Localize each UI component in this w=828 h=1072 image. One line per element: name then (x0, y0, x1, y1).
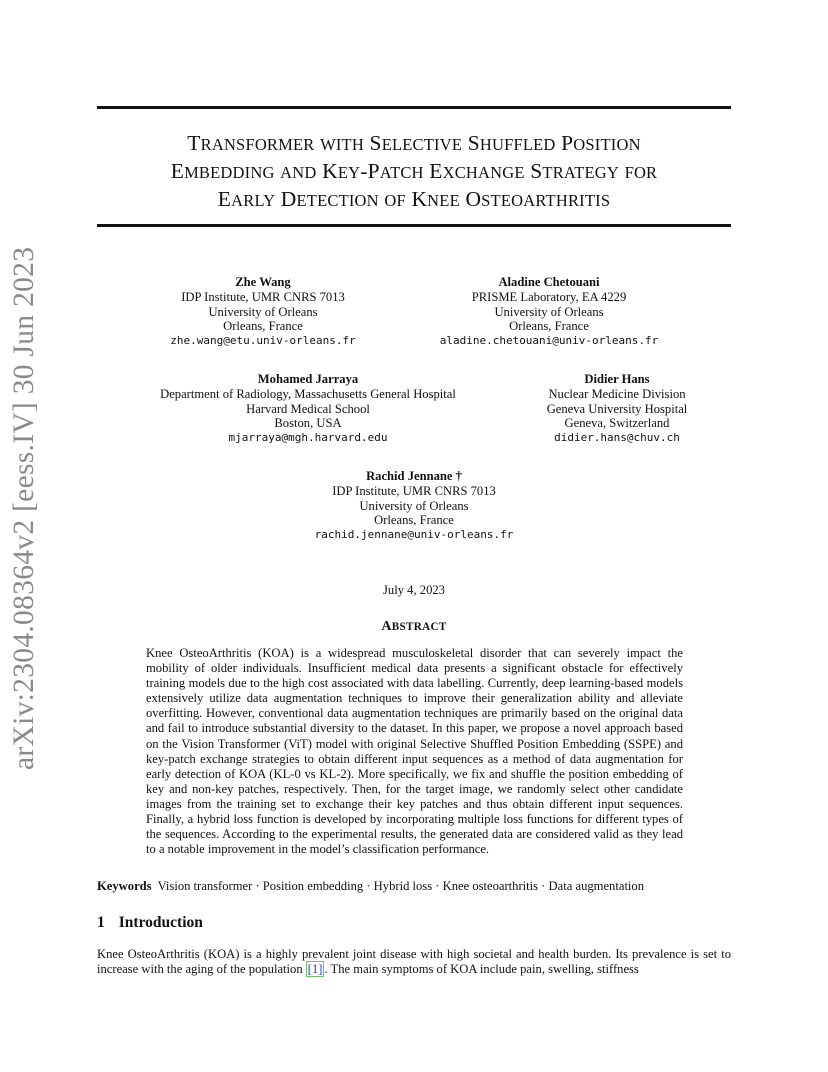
author-affiliation: Orleans, France (223, 319, 303, 334)
author-affiliation: Orleans, France (374, 513, 454, 528)
author-block-1 (163, 275, 363, 349)
title-line-2: EMBEDDING AND KEY-PATCH EXCHANGE STRATEGY FOR (170, 159, 658, 183)
section-number: 1 (97, 914, 105, 931)
author-affiliation: Orleans, France (509, 319, 589, 334)
author-name: Mohamed Jarraya (257, 372, 359, 386)
author-affiliation: PRISME Laboratory, EA 4229 (471, 289, 627, 304)
author-email: zhe.wang@etu.univ-orleans.fr (170, 334, 356, 348)
author-email: didier.hans@chuv.ch (554, 431, 680, 445)
author-block-4 (517, 372, 717, 446)
section-title: Introduction (118, 914, 203, 931)
paper-title (97, 130, 731, 214)
author-name: Rachid Jennane † (366, 469, 462, 483)
author-block-5 (299, 469, 529, 543)
keywords-line (97, 879, 731, 894)
author-affiliation: IDP Institute, UMR CNRS 7013 (332, 483, 496, 498)
author-block-2 (424, 275, 674, 349)
author-affiliation: University of Orleans (208, 304, 318, 319)
title-bottom-rule (97, 224, 731, 227)
paper-date: July 4, 2023 (383, 583, 445, 597)
author-email: aladine.chetouani@univ-orleans.fr (439, 334, 659, 348)
author-affiliation: University of Orleans (494, 304, 604, 319)
author-name: Aladine Chetouani (498, 275, 600, 289)
keywords-text: Vision transformer · Position embedding · Hybrid loss · Knee osteoarthritis · Data augmentation (157, 879, 645, 893)
author-affiliation: IDP Institute, UMR CNRS 7013 (181, 289, 345, 304)
title-top-rule (97, 106, 731, 109)
author-affiliation: Geneva, Switzerland (564, 416, 670, 431)
author-name: Didier Hans (584, 372, 650, 386)
abstract-heading (0, 619, 828, 635)
citation-link[interactable]: [1] (307, 962, 323, 977)
section-heading-introduction (97, 914, 203, 932)
author-affiliation: Harvard Medical School (246, 401, 370, 416)
author-name: Zhe Wang (235, 275, 291, 289)
author-affiliation: Boston, USA (274, 416, 342, 431)
intro-text-after-citation: . The main symptoms of KOA include pain, swelling, stiffness (324, 962, 639, 977)
author-affiliation: Department of Radiology, Massachusetts General Hospital (160, 386, 456, 401)
author-email: mjarraya@mgh.harvard.edu (228, 431, 388, 445)
keywords-label: Keywords (97, 879, 152, 893)
author-affiliation: Nuclear Medicine Division (548, 386, 686, 401)
intro-text-before-citation: Knee OsteoArthritis (KOA) is a highly prevalent joint disease with high societal and health burden. Its prevalence is set to increase with the aging of the population (97, 947, 731, 977)
author-block-3 (140, 372, 476, 446)
author-affiliation: Geneva University Hospital (546, 401, 688, 416)
title-line-3: EARLY DETECTION OF KNEE OSTEOARTHRITIS (217, 187, 611, 211)
author-affiliation: University of Orleans (359, 498, 469, 513)
introduction-paragraph (97, 947, 731, 977)
author-email: rachid.jennane@univ-orleans.fr (314, 528, 514, 542)
arxiv-identifier: arXiv:2304.08364v2 [eess.IV] 30 Jun 2023 (8, 246, 40, 770)
abstract-text: Knee OsteoArthritis (KOA) is a widespread musculoskeletal disorder that can severely impact the mobility of older individuals. Insufficient medical data presents a significant obstacle for effectively training models due to the high cost associated with data labelling. Currently, deep learning-based models extensively utilize data augmentation techniques to improve their generalization ability and alleviate overfitting. However, conventional data augmentation techniques are primarily based on the original data and fail to introduce substantial diversity to the dataset. In this paper, we propose a novel approach based on the Vision Transformer (ViT) model with original Selective Shuffled Position Embedding (SSPE) and key-patch exchange strategies to obtain different input sequences as a method of data augmentation for early detection of KOA (KL-0 vs KL-2). More specifically, we fix and shuffle the position embedding of key and non-key patches, respectively. Then, for the target image, we randomly select other candidate images from the training set to exchange their key patches and thus obtain different input sequences. Finally, a hybrid loss function is developed by incorporating multiple loss functions for different types of the sequences. According to the experimental results, the generated data are considered valid as they lead to a notable improvement in the model’s classification performance. (146, 646, 683, 857)
abstract-heading-text: ABSTRACT (381, 619, 447, 634)
title-line-1: TRANSFORMER WITH SELECTIVE SHUFFLED POSITION (187, 131, 641, 155)
